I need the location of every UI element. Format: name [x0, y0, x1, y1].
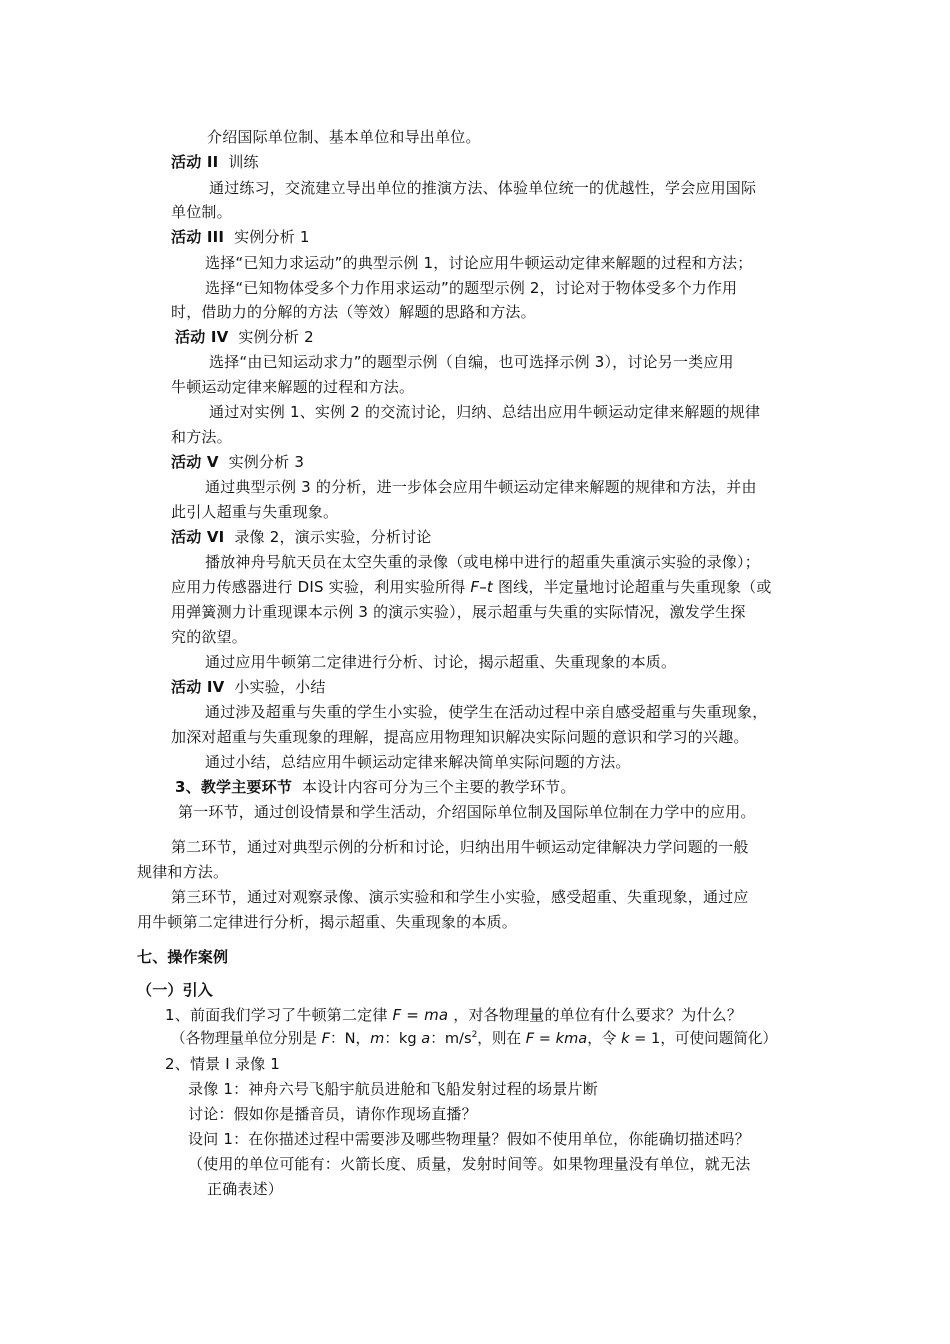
activity-heading — [175, 327, 314, 347]
superscript: 2 — [471, 1030, 478, 1041]
text-run: 1、前面我们学习了牛顿第二定律 — [165, 1006, 393, 1024]
activity-label: 活动 V — [171, 453, 219, 471]
text-line: 时，借助力的分解的方法（等效）解题的思路和方法。 — [171, 303, 536, 321]
activity-title: 实例分析 2 — [238, 328, 314, 346]
section-heading — [175, 777, 576, 797]
activity-heading — [171, 227, 310, 247]
text-line: 用弹簧测力计重现课本示例 3 的演示实验），展示超重与失重的实际情况，激发学生探 — [171, 603, 746, 621]
activity-title: 训练 — [228, 153, 259, 171]
text-line: 通过练习，交流建立导出单位的推演方法、体验单位统一的优越性，学会应用国际 — [209, 179, 757, 197]
text-run: ，则在 — [477, 1030, 526, 1047]
text-line: 牛顿运动定律来解题的过程和方法。 — [171, 378, 415, 396]
text-line: 通过典型示例 3 的分析，进一步体会应用牛顿运动定律来解题的规律和方法，并由 — [205, 478, 757, 496]
text-run: = — [534, 1030, 556, 1047]
activity-heading — [171, 152, 259, 172]
activity-heading — [171, 452, 304, 472]
text-line: 选择“由已知运动求力”的题型示例（自编，也可选择示例 3），讨论另一类应用 — [209, 353, 734, 371]
text-line: 究的欲望。 — [171, 628, 248, 646]
activity-title: 小实验，小结 — [234, 678, 326, 696]
text-run: ：m/s — [430, 1030, 472, 1047]
formula-text: ma — [424, 1006, 449, 1024]
text-line: 单位制。 — [171, 203, 232, 221]
activity-title: 实例分析 3 — [228, 453, 305, 471]
text-line: 第一环节，通过创设情景和学生活动，介绍国际单位制及国际单位制在力学中的应用。 — [178, 803, 756, 821]
formula-text: F — [392, 1006, 402, 1024]
question-line: 2、情景 I 录像 1 — [165, 1055, 281, 1073]
activity-label: 活动 VI — [171, 528, 225, 546]
subsection-title: （一）引入 — [137, 981, 214, 999]
text-run: ，令 — [587, 1030, 622, 1047]
activity-label: 活动 II — [171, 153, 219, 171]
text-line: 选择“已知力求运动”的典型示例 1，讨论应用牛顿运动定律来解题的过程和方法； — [205, 254, 753, 272]
text-line: 正确表述） — [207, 1180, 284, 1198]
question-line — [165, 1005, 742, 1025]
text-line: 讨论：假如你是播音员，请你作现场直播？ — [188, 1105, 477, 1123]
activity-label: 活动 IV — [175, 328, 229, 346]
text-line: 介绍国际单位制、基本单位和导出单位。 — [207, 128, 481, 146]
text-run: = 1，可使问题简化） — [629, 1030, 778, 1047]
text-line: 通过涉及超重与失重的学生小实验，使学生在活动过程中亲自感受超重与失重现象， — [205, 703, 768, 721]
text-line: 规律和方法。 — [137, 863, 229, 881]
text-line: 通过对实例 1、实例 2 的交流讨论，归纳、总结出应用牛顿运动定律来解题的规律 — [209, 403, 761, 421]
text-line: 用牛顿第二定律进行分析，揭示超重、失重现象的本质。 — [137, 913, 518, 931]
formula-text: k — [621, 1030, 630, 1047]
text-line: 第三环节，通过对观察录像、演示实验和和学生小实验，感受超重、失重现象，通过应 — [171, 888, 749, 906]
text-run: ：N， — [329, 1030, 371, 1047]
section-title: 七、操作案例 — [137, 948, 229, 966]
text-line: 通过小结，总结应用牛顿运动定律来解决简单实际问题的方法。 — [205, 753, 631, 771]
section-label: 3、教学主要环节 — [175, 778, 293, 796]
text-line: 播放神舟号航天员在太空失重的录像（或电梯中进行的超重失重演示实验的录像）； — [205, 553, 760, 571]
text-run: 应用力传感器进行 DIS 实验，利用实验所得 — [171, 578, 471, 596]
note-line — [171, 1029, 777, 1049]
activity-label: 活动 III — [171, 228, 225, 246]
text-run: 图线，半定量地讨论超重与失重现象（或 — [493, 578, 772, 596]
activity-heading — [171, 527, 431, 547]
formula-text: F — [321, 1030, 330, 1047]
text-line: 此引人超重与失重现象。 — [171, 503, 339, 521]
text-line: 设问 1：在你描述过程中需要涉及哪些物理量？假如不使用单位，你能确切描述吗？ — [188, 1130, 750, 1148]
formula-text: F — [525, 1030, 535, 1047]
activity-label: 活动 IV — [171, 678, 225, 696]
formula-text: m — [370, 1030, 385, 1047]
formula-text: kma — [555, 1030, 588, 1047]
activity-title: 实例分析 1 — [234, 228, 310, 246]
text-line: 通过应用牛顿第二定律进行分析、讨论，揭示超重、失重现象的本质。 — [205, 653, 677, 671]
text-line: 第二环节，通过对典型示例的分析和讨论，归纳出用牛顿运动定律解决力学问题的一般 — [171, 838, 749, 856]
activity-title: 录像 2，演示实验，分析讨论 — [234, 528, 432, 546]
text-line: （使用的单位可能有：火箭长度、质量，发射时间等。如果物理量没有单位，就无法 — [188, 1155, 751, 1173]
text-line: 录像 1：神舟六号飞船宇航员进舱和飞船发射过程的场景片断 — [188, 1080, 598, 1098]
section-text: 本设计内容可分为三个主要的教学环节。 — [301, 778, 576, 796]
formula-text: F–t — [470, 578, 494, 596]
text-run: ，对各物理量的单位有什么要求？为什么？ — [448, 1006, 743, 1024]
activity-heading — [171, 677, 326, 697]
text-run: = — [401, 1006, 425, 1024]
formula-text: a — [421, 1030, 431, 1047]
text-line: 和方法。 — [171, 428, 232, 446]
text-run: ：kg — [384, 1030, 422, 1047]
text-line: 选择“已知物体受多个力作用求运动”的题型示例 2，讨论对于物体受多个力作用 — [205, 279, 738, 297]
text-line — [171, 577, 772, 597]
text-line: 加深对超重与失重现象的理解，提高应用物理知识解决实际问题的意识和学习的兴趣。 — [171, 728, 749, 746]
text-run: （各物理量单位分别是 — [171, 1030, 322, 1047]
